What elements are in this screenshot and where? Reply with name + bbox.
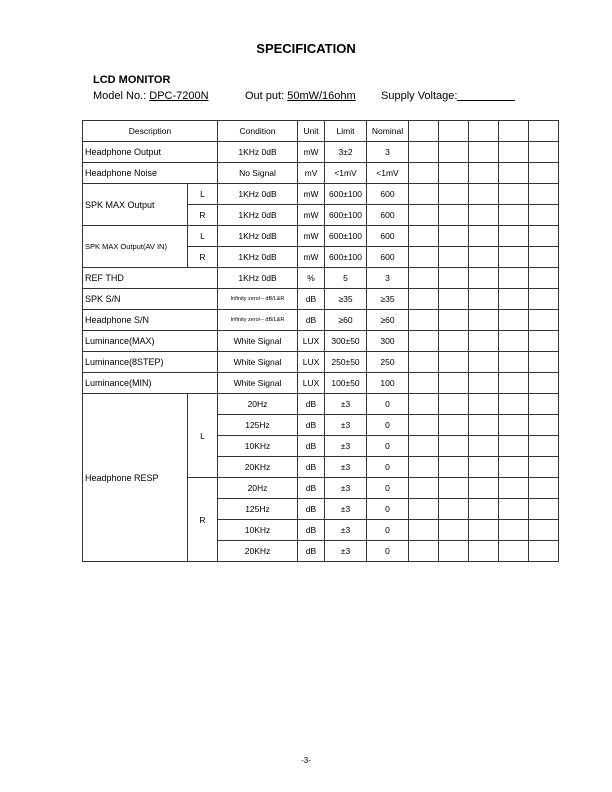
empty-cell	[469, 121, 499, 142]
row-channel: L	[188, 394, 218, 478]
empty-cell	[439, 499, 469, 520]
row-nominal: ≥35	[367, 289, 409, 310]
row-description: Headphone S/N	[83, 310, 218, 331]
empty-cell	[469, 415, 499, 436]
model-value: DPC-7200N	[149, 90, 209, 102]
empty-cell	[439, 121, 469, 142]
empty-cell	[499, 457, 529, 478]
row-limit: 600±100	[325, 247, 367, 268]
empty-cell	[409, 436, 439, 457]
row-unit: dB	[298, 520, 325, 541]
row-limit: ±3	[325, 541, 367, 562]
row-limit: 600±100	[325, 205, 367, 226]
header-nominal: Nominal	[367, 121, 409, 142]
header-limit: Limit	[325, 121, 367, 142]
empty-cell	[529, 163, 559, 184]
empty-cell	[469, 436, 499, 457]
row-description: Luminance(8STEP)	[83, 352, 218, 373]
row-description: REF THD	[83, 268, 218, 289]
empty-cell	[529, 478, 559, 499]
empty-cell	[469, 247, 499, 268]
row-unit: LUX	[298, 331, 325, 352]
row-limit: ±3	[325, 499, 367, 520]
table-row	[83, 268, 559, 289]
row-unit: mW	[298, 142, 325, 163]
empty-cell	[469, 184, 499, 205]
table-row	[83, 394, 559, 415]
empty-cell	[469, 310, 499, 331]
empty-cell	[439, 205, 469, 226]
empty-cell	[529, 457, 559, 478]
empty-cell	[469, 163, 499, 184]
row-description: Luminance(MIN)	[83, 373, 218, 394]
empty-cell	[439, 184, 469, 205]
table-row	[83, 310, 559, 331]
row-unit: LUX	[298, 352, 325, 373]
empty-cell	[499, 499, 529, 520]
empty-cell	[529, 289, 559, 310]
empty-cell	[439, 310, 469, 331]
empty-cell	[469, 205, 499, 226]
page-title: SPECIFICATION	[256, 41, 356, 56]
empty-cell	[409, 142, 439, 163]
empty-cell	[499, 247, 529, 268]
row-condition: 1KHz 0dB	[218, 226, 298, 247]
empty-cell	[439, 457, 469, 478]
row-limit: ±3	[325, 457, 367, 478]
row-nominal: 3	[367, 142, 409, 163]
row-limit: 250±50	[325, 352, 367, 373]
row-unit: dB	[298, 310, 325, 331]
row-condition: 1KHz 0dB	[218, 205, 298, 226]
empty-cell	[439, 226, 469, 247]
row-condition: 10KHz	[218, 520, 298, 541]
row-limit: ≥60	[325, 310, 367, 331]
empty-cell	[409, 520, 439, 541]
empty-cell	[409, 331, 439, 352]
empty-cell	[409, 226, 439, 247]
model-field	[93, 90, 209, 102]
row-unit: mW	[298, 184, 325, 205]
row-limit: 600±100	[325, 184, 367, 205]
row-nominal: 0	[367, 520, 409, 541]
empty-cell	[409, 121, 439, 142]
row-unit: dB	[298, 478, 325, 499]
empty-cell	[409, 373, 439, 394]
table-row	[83, 142, 559, 163]
empty-cell	[529, 499, 559, 520]
row-unit: mW	[298, 205, 325, 226]
empty-cell	[499, 331, 529, 352]
row-nominal: 300	[367, 331, 409, 352]
empty-cell	[409, 478, 439, 499]
row-description: SPK MAX Output(AV IN)	[83, 226, 188, 268]
empty-cell	[439, 289, 469, 310]
empty-cell	[499, 142, 529, 163]
row-condition: 10KHz	[218, 436, 298, 457]
row-nominal: 0	[367, 436, 409, 457]
spec-table	[82, 120, 559, 562]
row-nominal: 250	[367, 352, 409, 373]
table-row	[83, 289, 559, 310]
header-condition: Condition	[218, 121, 298, 142]
empty-cell	[499, 373, 529, 394]
empty-cell	[469, 520, 499, 541]
row-limit: 300±50	[325, 331, 367, 352]
row-channel: R	[188, 478, 218, 562]
table-row	[83, 226, 559, 247]
row-condition: White Signal	[218, 331, 298, 352]
empty-cell	[499, 520, 529, 541]
empty-cell	[469, 457, 499, 478]
row-unit: mW	[298, 247, 325, 268]
empty-cell	[439, 373, 469, 394]
empty-cell	[439, 541, 469, 562]
empty-cell	[409, 268, 439, 289]
empty-cell	[529, 520, 559, 541]
empty-cell	[439, 163, 469, 184]
row-condition: 1KHz 0dB	[218, 142, 298, 163]
row-description: Headphone RESP	[83, 394, 188, 562]
document-subtitle: LCD MONITOR	[93, 74, 171, 86]
table-row	[83, 163, 559, 184]
empty-cell	[439, 520, 469, 541]
empty-cell	[499, 268, 529, 289]
row-limit: ≥35	[325, 289, 367, 310]
empty-cell	[529, 310, 559, 331]
empty-cell	[409, 457, 439, 478]
row-condition: 125Hz	[218, 499, 298, 520]
row-channel: R	[188, 247, 218, 268]
row-limit: 5	[325, 268, 367, 289]
empty-cell	[499, 205, 529, 226]
row-condition: 125Hz	[218, 415, 298, 436]
row-unit: mW	[298, 226, 325, 247]
row-unit: dB	[298, 415, 325, 436]
row-limit: ±3	[325, 520, 367, 541]
empty-cell	[529, 142, 559, 163]
row-condition: White Signal	[218, 352, 298, 373]
empty-cell	[499, 310, 529, 331]
empty-cell	[469, 226, 499, 247]
empty-cell	[409, 541, 439, 562]
table-row	[83, 184, 559, 205]
output-field	[245, 90, 356, 102]
row-nominal: 600	[367, 205, 409, 226]
row-condition: 1KHz 0dB	[218, 247, 298, 268]
row-nominal: 600	[367, 247, 409, 268]
row-nominal: 0	[367, 457, 409, 478]
row-unit: mV	[298, 163, 325, 184]
row-nominal: ≥60	[367, 310, 409, 331]
row-nominal: 0	[367, 478, 409, 499]
row-unit: dB	[298, 289, 325, 310]
empty-cell	[529, 184, 559, 205]
row-condition: 20KHz	[218, 457, 298, 478]
row-nominal: 100	[367, 373, 409, 394]
empty-cell	[439, 436, 469, 457]
empty-cell	[439, 394, 469, 415]
empty-cell	[409, 310, 439, 331]
row-limit: ±3	[325, 415, 367, 436]
header-unit: Unit	[298, 121, 325, 142]
row-nominal: 0	[367, 415, 409, 436]
empty-cell	[469, 331, 499, 352]
voltage-label: Supply Voltage:	[381, 90, 458, 102]
table-row	[83, 352, 559, 373]
empty-cell	[409, 415, 439, 436]
empty-cell	[499, 541, 529, 562]
empty-cell	[499, 226, 529, 247]
empty-cell	[439, 247, 469, 268]
empty-cell	[529, 541, 559, 562]
row-channel: R	[188, 205, 218, 226]
empty-cell	[499, 436, 529, 457]
empty-cell	[499, 163, 529, 184]
row-condition: Infinity zero/-- dB/L&R	[218, 289, 298, 310]
empty-cell	[409, 394, 439, 415]
row-unit: %	[298, 268, 325, 289]
header-description: Description	[83, 121, 218, 142]
empty-cell	[529, 394, 559, 415]
row-condition: 1KHz 0dB	[218, 268, 298, 289]
empty-cell	[529, 226, 559, 247]
empty-cell	[439, 478, 469, 499]
empty-cell	[529, 205, 559, 226]
empty-cell	[469, 499, 499, 520]
empty-cell	[469, 268, 499, 289]
empty-cell	[499, 289, 529, 310]
row-unit: dB	[298, 541, 325, 562]
row-unit: dB	[298, 394, 325, 415]
empty-cell	[439, 331, 469, 352]
table-row	[83, 373, 559, 394]
row-condition: 20Hz	[218, 394, 298, 415]
empty-cell	[469, 541, 499, 562]
row-limit: ±3	[325, 436, 367, 457]
row-channel: L	[188, 184, 218, 205]
row-condition: No Signal	[218, 163, 298, 184]
empty-cell	[529, 373, 559, 394]
row-description: Luminance(MAX)	[83, 331, 218, 352]
row-unit: dB	[298, 457, 325, 478]
empty-cell	[499, 478, 529, 499]
row-limit: 600±100	[325, 226, 367, 247]
empty-cell	[529, 415, 559, 436]
row-limit: ±3	[325, 478, 367, 499]
row-unit: dB	[298, 499, 325, 520]
product-info-line	[93, 90, 533, 106]
empty-cell	[529, 436, 559, 457]
empty-cell	[469, 142, 499, 163]
output-label: Out put:	[245, 90, 285, 102]
table-row	[83, 331, 559, 352]
empty-cell	[529, 247, 559, 268]
empty-cell	[469, 373, 499, 394]
row-description: SPK S/N	[83, 289, 218, 310]
table-header-row	[83, 121, 559, 142]
empty-cell	[409, 499, 439, 520]
empty-cell	[469, 289, 499, 310]
row-description: Headphone Noise	[83, 163, 218, 184]
row-nominal: 3	[367, 268, 409, 289]
row-limit: 3±2	[325, 142, 367, 163]
row-nominal: <1mV	[367, 163, 409, 184]
row-nominal: 0	[367, 499, 409, 520]
empty-cell	[499, 352, 529, 373]
row-condition: White Signal	[218, 373, 298, 394]
page-number: -3-	[301, 756, 311, 765]
row-condition: 20KHz	[218, 541, 298, 562]
row-description: SPK MAX Output	[83, 184, 188, 226]
row-condition: 1KHz 0dB	[218, 184, 298, 205]
row-limit: ±3	[325, 394, 367, 415]
empty-cell	[409, 205, 439, 226]
empty-cell	[409, 247, 439, 268]
row-nominal: 0	[367, 541, 409, 562]
empty-cell	[409, 163, 439, 184]
empty-cell	[439, 352, 469, 373]
empty-cell	[469, 478, 499, 499]
row-condition: Infinity zero/-- dB/L&R	[218, 310, 298, 331]
empty-cell	[499, 184, 529, 205]
row-unit: dB	[298, 436, 325, 457]
empty-cell	[529, 268, 559, 289]
empty-cell	[499, 121, 529, 142]
empty-cell	[499, 394, 529, 415]
empty-cell	[469, 352, 499, 373]
voltage-field	[381, 90, 457, 102]
row-condition: 20Hz	[218, 478, 298, 499]
empty-cell	[409, 184, 439, 205]
empty-cell	[469, 394, 499, 415]
row-channel: L	[188, 226, 218, 247]
empty-cell	[439, 415, 469, 436]
row-limit: 100±50	[325, 373, 367, 394]
empty-cell	[409, 289, 439, 310]
empty-cell	[529, 331, 559, 352]
row-nominal: 600	[367, 226, 409, 247]
model-label: Model No.:	[93, 90, 147, 102]
empty-cell	[409, 352, 439, 373]
empty-cell	[499, 415, 529, 436]
empty-cell	[529, 352, 559, 373]
empty-cell	[439, 268, 469, 289]
row-description: Headphone Output	[83, 142, 218, 163]
empty-cell	[439, 142, 469, 163]
row-nominal: 600	[367, 184, 409, 205]
row-nominal: 0	[367, 394, 409, 415]
empty-cell	[529, 121, 559, 142]
output-value: 50mW/16ohm	[287, 90, 356, 102]
voltage-blank	[457, 90, 515, 101]
row-limit: <1mV	[325, 163, 367, 184]
row-unit: LUX	[298, 373, 325, 394]
